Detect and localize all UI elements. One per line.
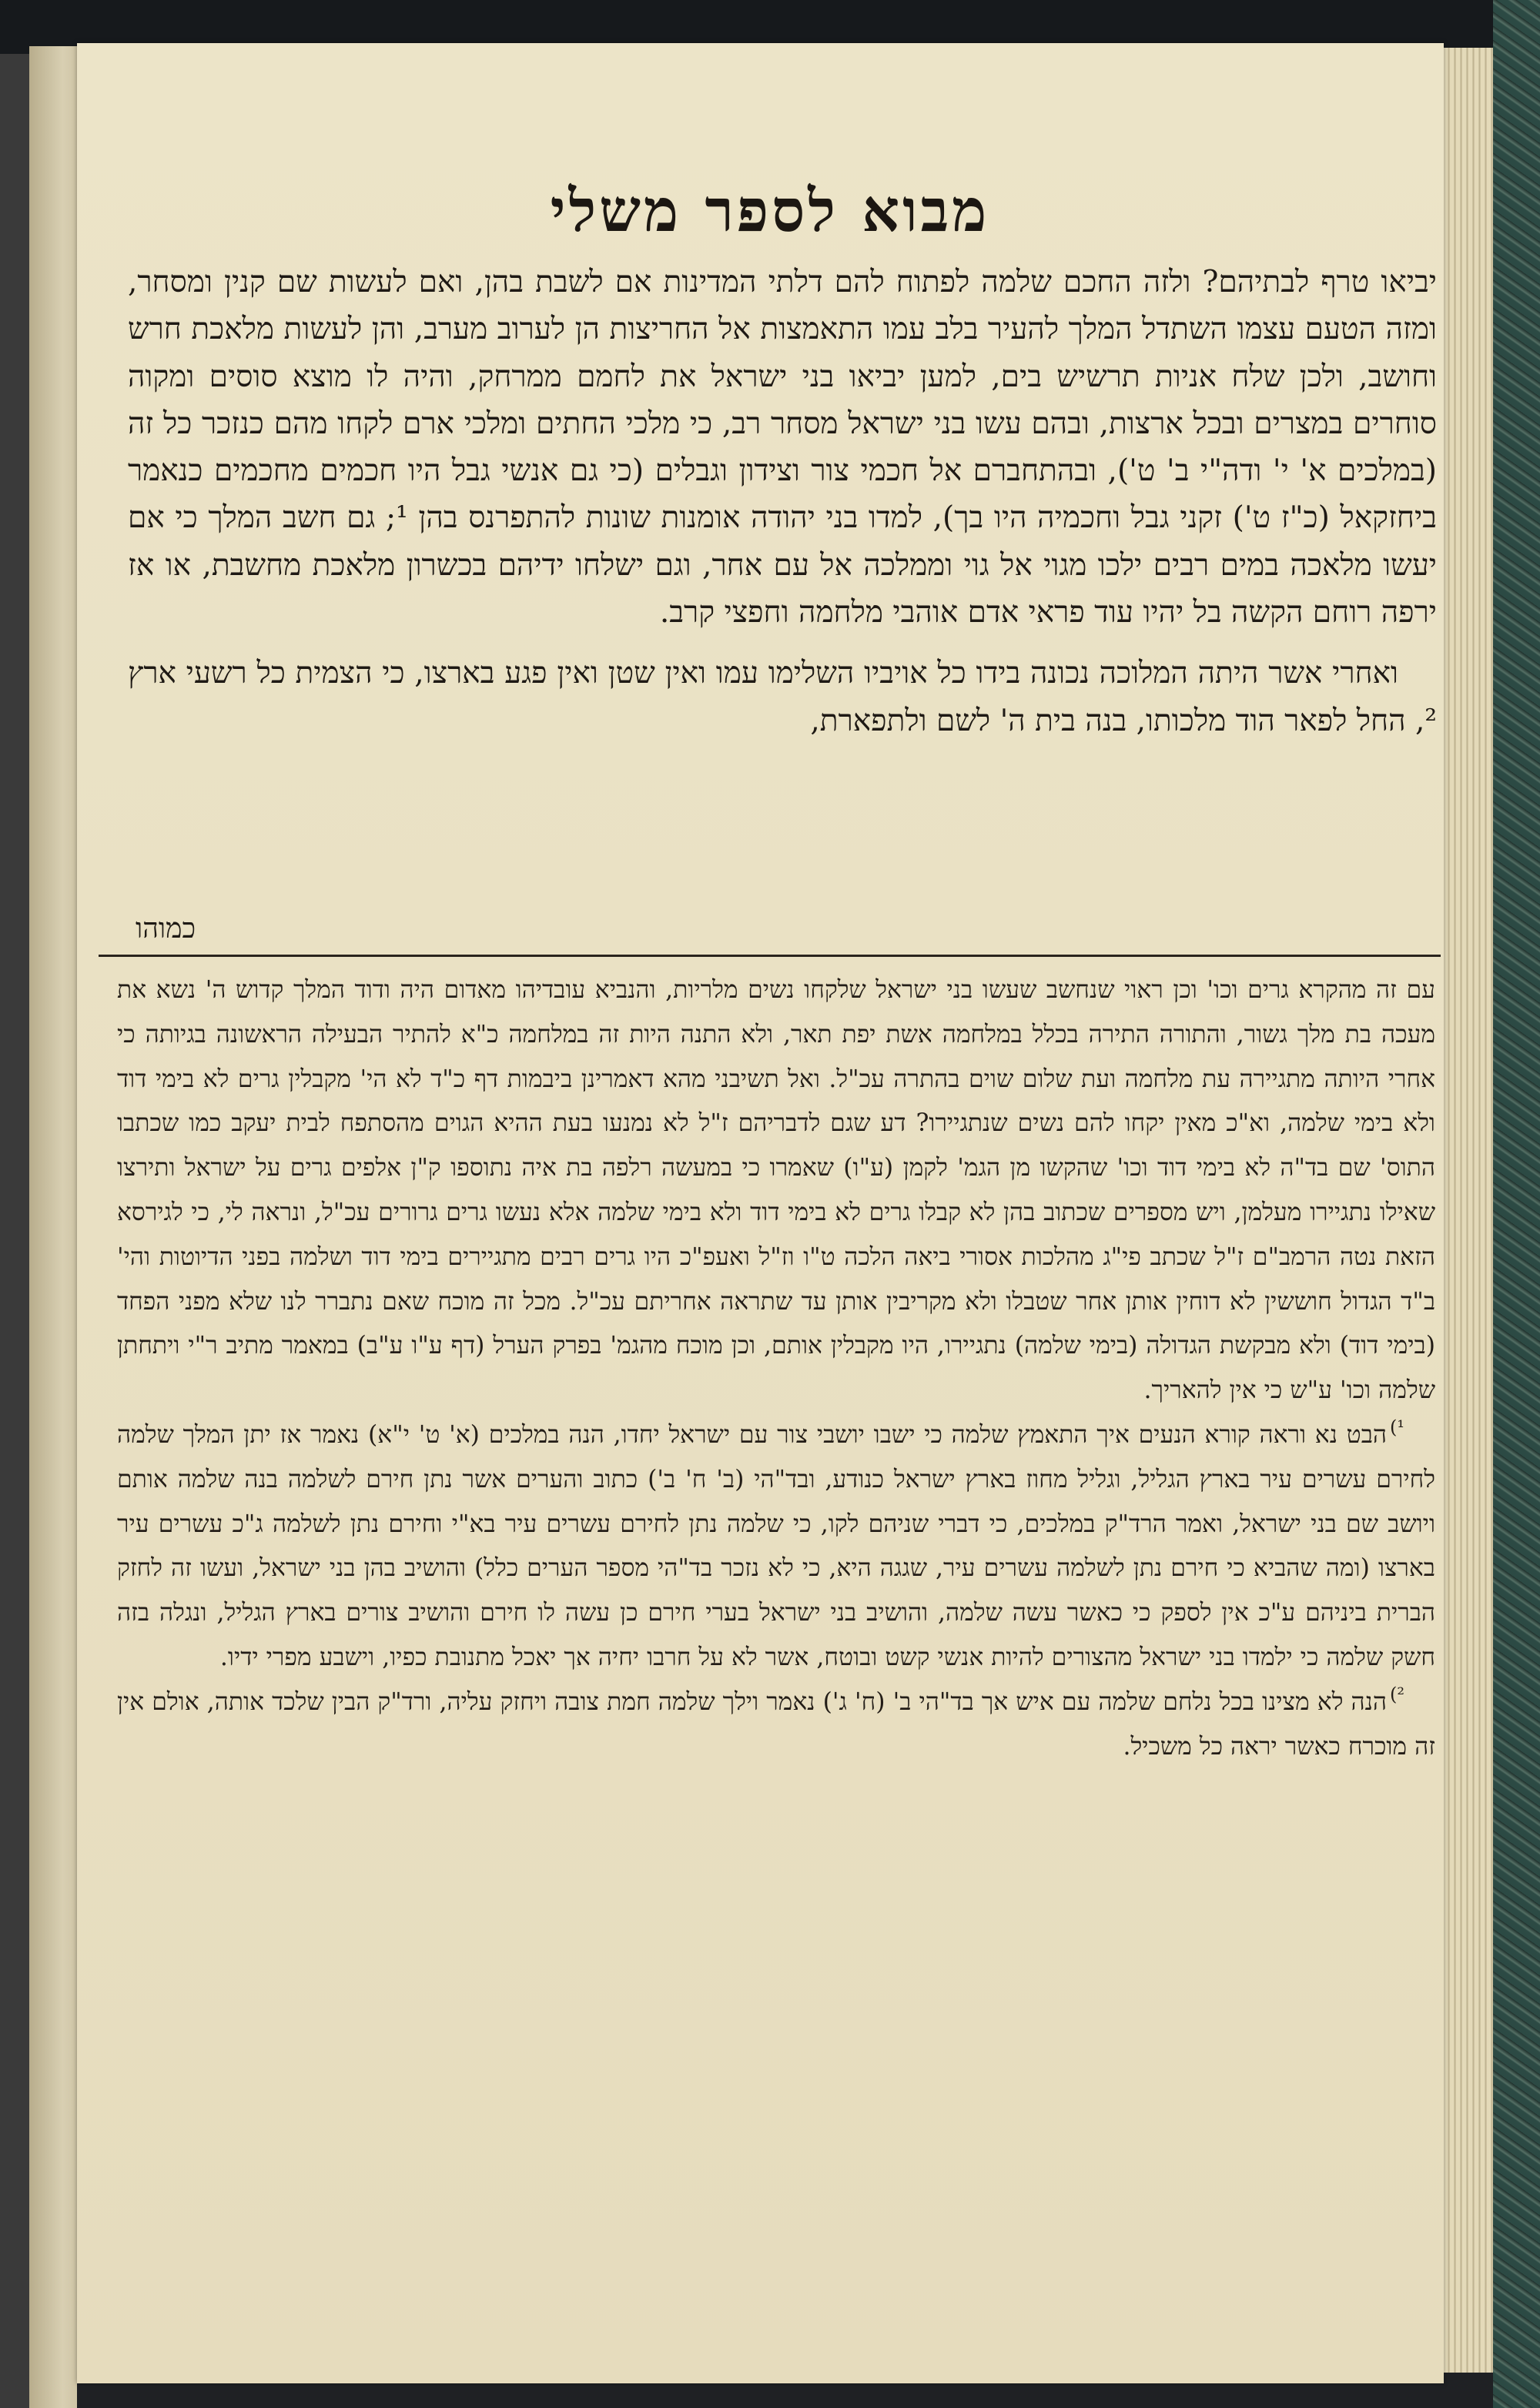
previous-leaf-edge	[29, 46, 77, 2408]
footnote-continuation: עם זה מהקרא גרים וכו' וכן ראוי שנחשב שעשו בני ישראל שלקחו נשים מלריות, והנביא עובדיהו מאדום היה ודוד המלך קדוש ה' נשא את מעכה בת מלך גשור, והתורה התירה בכלל במלחמה אשת יפת תאר, ולא התנה היות זה במלחמה כ"א להתיר הבעילה הראשונה בגיותה כי אחרי היותה מתגיירה עת מלחמה ועת שלום שוים בהתרה עכ"ל. ואל תשיבני מהא דאמרינן ביבמות דף כ"ד לא הי' מקבלין גרים לא בימי דוד ולא בימי שלמה, וא"כ מאין יקחו להם נשים שנתגיירו? דע שגם לדבריהם ז"ל לא נמנעו בעת ההיא הגוים מהסתפח לבית יעקב כמו שכתבו התוס' שם בד"ה לא בימי דוד וכו' שהקשו מן הגמ' לקמן (ע"ו) שאמרו כי במעשה רלפה בת איה נתוספו ק"ן אלפים גרים על ישראל ותירצו שאילו נתגיירו מעלמן, ויש מספרים שכתוב בהן לא קבלו גרים לא בימי דוד ולא בימי שלמה אלא נעשו גרים גרורים עכ"ל, ונראה לי, כי לגירסא הזאת נטה הרמב"ם ז"ל שכתב פי"ג מהלכות אסורי ביאה הלכה ט"ו וז"ל ואעפ"כ היו גרים רבים מתגיירים בימי דוד ושלמה בפני הדיוטות והי' ב"ד הגדול חוששין לא דוחין אותן אחר שטבלו ולא מקריבין אותן עד שתראה אחריתם עכ"ל. מכל זה מוכח שאם נתברר לנו שלא מפני הפחד (בימי דוד) ולא מבקשת הגדולה (בימי שלמה) נתגיירו, היו מקבלין אותם, וכן מוכח מהגמ' בפרק הערל (דף ע"ו ע"ב) במאמר מתיב ר"י ויתחתן שלמה וכו' ע"ש כי אין להאריך.	[117, 976, 1435, 1405]
left-book-board	[0, 54, 29, 2408]
main-paragraph: ואחרי אשר היתה המלוכה נכונה בידו כל אויביו השלימו עמו ואין שטן ואין פגע בארצו, כי הצמית כל רשעי ארץ ², החל לפאר הוד מלכותו, בנה בית ה' לשם ולתפארת,	[128, 656, 1437, 738]
footnote-text: הנה לא מצינו בכל נלחם שלמה עם איש אך בד"הי ב' (ח' ג') נאמר וילך שלמה חמת צובה ויחזק עליה, ורד"ק הבין שלכד אותה, אולם אין זה מוכרח כאשר יראה כל משכיל.	[117, 1687, 1435, 1761]
page-block-edges	[1444, 48, 1493, 2373]
footnote-rule	[99, 955, 1441, 957]
footnote	[117, 1413, 1435, 1681]
main-paragraph: יביאו טרף לבתיהם? ולזה החכם שלמה לפתוח להם דלתי המדינות אם לשבת בהן, ואם לעשות שם קנין ומסחר, ומזה הטעם עצמו השתדל המלך להעיר בלב עמו התאמצות אל החריצות הן לערוב מערב, והן לעשות מלאכת חרש וחושב, ולכן שלח אניות תרשיש בים, למען יביאו בני ישראל את לחמם ממרחק, והיה לו מוצא סוסים ומקוה סוחרים במצרים ובכל ארצות, ובהם עשו בני ישראל מסחר רב, כי מלכי החתים ומלכי ארם לקחו מהם כנזכר כל זה (במלכים א' י' ודה"י ב' ט'), ובהתחברם אל חכמי צור וצידון וגבלים (כי גם אנשי גבל היו חכמים מחכמים כנאמר ביחזקאל (כ"ז ט') זקני גבל וחכמיה היו בך), למדו בני יהודה אומנות שונות להתפרנס בהן ¹; גם חשב המלך כי אם יעשו מלאכה במים רבים ילכו מגוי אל גוי וממלכה אל עם אחר, וגם ישלחו ידיהם בכשרון מלאכת מחשבת, או אז ירפה רוחם הקשה בל יהיו עוד פראי אדם אוהבי מלחמה וחפצי קרב.	[128, 265, 1437, 630]
marbled-cover	[1493, 0, 1540, 2408]
footnote-mark: ¹)	[1390, 1416, 1404, 1439]
catchword: כמוהו	[136, 913, 196, 945]
footnote	[117, 1681, 1435, 1770]
footnotes	[117, 968, 1435, 1769]
footnote-mark: ²)	[1390, 1684, 1404, 1706]
footnote-text: הבט נא וראה קורא הנעים איך התאמץ שלמה כי ישבו יושבי צור עם ישראל יחדו, הנה במלכים (א' ט' י"א) נאמר אז יתן המלך שלמה לחירם עשרים עיר בארץ הגליל, וגליל מחוז בארץ ישראל כנודע, ובד"הי (ב' ח' ב') כתוב והערים אשר נתן חירם לשלמה בנה שלמה אותם ויושב שם בני ישראל, ואמר הרד"ק במלכים, כי דברי שניהם לקו, כי שלמה נתן לחירם עשרים עיר בא"י וחירם נתן לשלמה ג"כ עשרים עיר בארצו (ומה שהביא כי חירם נתן לשלמה עשרים עיר, שגגה היא, כי לא נזכר בד"הי מספר הערים כלל) והושיב בהן בני ישראל, ועשו זה לחזק הברית ביניהם ע"כ אין לספק כי כאשר עשה שלמה, והושיב בני ישראל בערי חירם כן עשה לו חירם והושיב צורים בארץ הגליל, ונגלה בזה חשק שלמה כי ילמדו בני ישראל מהצורים להיות אנשי קשט ובוטח, אשר לא על חרבו יחיה אך יאכל מתנובת כפיו, וישבע מפרי ידיו.	[117, 1420, 1435, 1671]
main-text	[128, 259, 1437, 744]
page-title: מבוא לספר משלי	[550, 176, 990, 245]
